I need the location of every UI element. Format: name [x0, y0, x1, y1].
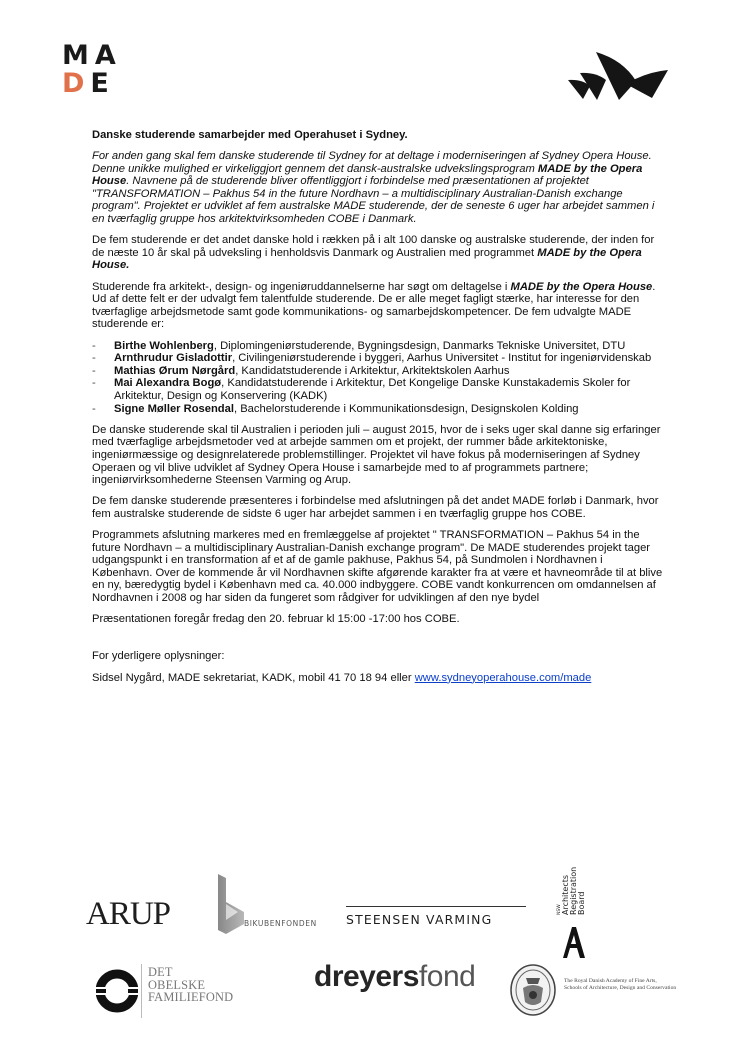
- student-desc: , Civilingeniørstuderende i byggeri, Aarhus Universitet - Institut for ingeniørvidenskab: [232, 352, 652, 365]
- bullet-dash: -: [92, 402, 96, 415]
- p2-text-1: Studerende fra arkitekt-, design- og ingeniøruddannelserne har søgt om deltagelse i: [92, 280, 511, 293]
- student-name: Mathias Ørum Nørgård: [114, 364, 236, 377]
- obelske-familiefond-logo: [96, 962, 256, 1020]
- dreyers-fond-logo: [314, 960, 475, 994]
- obelske-ring-icon: [96, 962, 138, 1020]
- p1-bold: MADE by the Opera House.: [92, 246, 642, 272]
- contact-line: [92, 672, 664, 685]
- sydney-opera-house-logo: [566, 48, 670, 100]
- list-item: [92, 403, 664, 416]
- made-logo-row1: MA: [62, 40, 122, 71]
- bikuben-text: BIKUBENFONDEN: [244, 919, 317, 928]
- nsw-line-1: NSW: [557, 904, 562, 915]
- nsw-line-2: Architects: [561, 874, 570, 915]
- obelske-line-3: FAMILIEFOND: [148, 990, 234, 1004]
- paragraph-2: [92, 281, 664, 331]
- p2-text-2: . Ud af dette felt er der udvalgt fem talentfulde studerende. De er alle meget fagligt stærke, har interesse for den tværfaglige arbejdsmetode samt gode kommunikations- og samarbejdskompetencer. De fem udvalgte MADE studerende er:: [92, 280, 656, 331]
- list-item: [92, 377, 664, 402]
- lead-text-2: . Navnene på de studerende bliver offentliggjort i forbindelse med præsentationen af projektet "TRANSFORMATION – Pakhus 54 in the future Nordhavn – a multidisciplinary Australian-Danish exchange program". Projektet er udviklet af fem australske MADE studerende, der de seneste 6 uger har arbejdet sammen i en tværfaglig gruppe hos arkitektvirksomheden COBE i Danmark.: [92, 175, 655, 226]
- article-title: Danske studerende samarbejder med Operahuset i Sydney.: [92, 129, 408, 141]
- contact-heading: For yderligere oplysninger:: [92, 650, 225, 663]
- obelske-text: [148, 966, 233, 1004]
- made-logo-e: E: [90, 68, 115, 99]
- nsw-line-3: Registration: [569, 866, 578, 915]
- paragraph-5: Programmets afslutning markeres med en fremlæggelse af projektet " TRANSFORMATION – Pakhus 54 in the future Nordhavn – a multidisciplinary Australian-Danish exchange program". De MADE studerendes projekt tager udgangspunkt i en transformation af et af de gamle pakhuse, Pakhus 54, på Sundmolen i Nordhavnen i København. Over de kommende år vil Nordhavnen skifte afgørende karakter fra at være et havneområde til at blive en ny, bæredygtig bydel i København med ca. 40.000 indbyggere. COBE vandt konkurrencen om omdannelsen af Nordhavnen i 2008 og har siden da fungeret som rådgiver for udviklingen af den nye bydel: [92, 529, 663, 605]
- paragraph-3: De danske studerende skal til Australien i perioden juli – august 2015, hvor de i seks uger skal danne sig erfaringer med tværfaglige arbejdsmetoder ved at arbejde sammen om et projekt, der rummer både arkitektoniske, ingeniørmæssige og designrelaterede problemstillinger. Projektet vil have fokus på moderniseringen af Sydney Operaen og vil blive udviklet af Sydney Opera House i samarbejde med to af programmets partnere; ingeniørvirksomhederne Steensen Varming og Arup.: [92, 423, 661, 487]
- lead-bold-programme: MADE by the Opera House: [92, 162, 643, 188]
- obelske-line-1: DET: [148, 965, 173, 979]
- paragraph-4: De fem danske studerende præsenteres i forbindelse med afslutningen på det andet MADE forløb i Danmark, hvor fem australske studerende de sidste 6 uger har arbejdet sammen i en tværfaglig gruppe hos COBE.: [92, 495, 659, 520]
- steensen-varming-logo: [346, 906, 526, 927]
- student-list: [92, 340, 664, 416]
- royal-line-2: Schools of Architecture, Design and Conservation: [564, 985, 677, 991]
- list-item: [92, 352, 664, 365]
- p1-text: De fem studerende er det andet danske hold i rækken på i alt 100 danske og australske studerende, der inden for de næste 10 år skal på udveksling i henholdsvis Danmark og Australien med programmet: [92, 234, 655, 259]
- bullet-dash: -: [92, 339, 96, 352]
- website-link[interactable]: www.sydneyoperahouse.com/made: [414, 671, 592, 684]
- bikuben-logo: [216, 874, 322, 946]
- contact-text: Sidsel Nygård, MADE sekretariat, KADK, mobil 41 70 18 94 eller: [92, 671, 415, 684]
- bullet-dash: -: [92, 377, 96, 390]
- student-desc: , Kandidatstuderende i Arkitektur, Det Kongelige Danske Kunstakademis Skoler for Arkitektur, Design og Konservering (KADK): [114, 377, 631, 402]
- obelske-line-2: OBELSKE: [148, 977, 206, 992]
- lead-text-1: For anden gang skal fem danske studerende til Sydney for at deltage i moderniseringen af Sydney Opera House. Denne unikke mulighed er virkeliggjort gennem det dansk-australske udvekslingsprogram: [92, 150, 652, 175]
- student-name: Birthe Wohlenberg: [114, 339, 214, 352]
- steensen-rule: [346, 906, 526, 907]
- nsw-line-4: Board: [577, 891, 586, 915]
- made-logo: [62, 42, 122, 100]
- list-item: [92, 365, 664, 378]
- arup-logo: ARUP: [86, 896, 171, 932]
- steensen-text: STEENSEN VARMING: [346, 912, 493, 927]
- paragraph-6: Præsentationen foregår fredag den 20. februar kl 15:00 -17:00 hos COBE.: [92, 613, 460, 626]
- royal-academy-text: [564, 978, 676, 992]
- lead-paragraph: [92, 150, 664, 226]
- student-desc: , Bachelorstuderende i Kommunikationsdesign, Designskolen Kolding: [233, 402, 579, 415]
- student-name: Arnthrudur Gisladottir: [114, 352, 233, 365]
- royal-line-1: The Royal Danish Academy of Fine Arts,: [564, 978, 657, 984]
- dreyers-light: fond: [418, 960, 476, 993]
- nsw-architects-board-logo: [553, 855, 593, 959]
- royal-seal-icon: [508, 962, 558, 1018]
- p2-bold: MADE by the Opera House: [510, 280, 653, 293]
- bullet-dash: -: [92, 352, 96, 365]
- article: [92, 129, 664, 693]
- bikuben-b-icon: [216, 874, 246, 934]
- made-logo-d: D: [62, 68, 91, 99]
- student-name: Signe Møller Rosendal: [114, 402, 234, 415]
- student-desc: , Kandidatstuderende i Arkitektur, Arkitektskolen Aarhus: [235, 364, 510, 377]
- royal-danish-academy-logo: [508, 962, 708, 1018]
- paragraph-1: [92, 234, 664, 272]
- bullet-dash: -: [92, 364, 96, 377]
- list-item: [92, 340, 664, 353]
- dreyers-bold: dreyers: [314, 960, 419, 993]
- student-name: Mai Alexandra Bogø: [114, 377, 222, 390]
- obelske-divider: [141, 964, 142, 1018]
- student-desc: , Diplomingeniørstuderende, Bygningsdesign, Danmarks Tekniske Universitet, DTU: [213, 339, 626, 352]
